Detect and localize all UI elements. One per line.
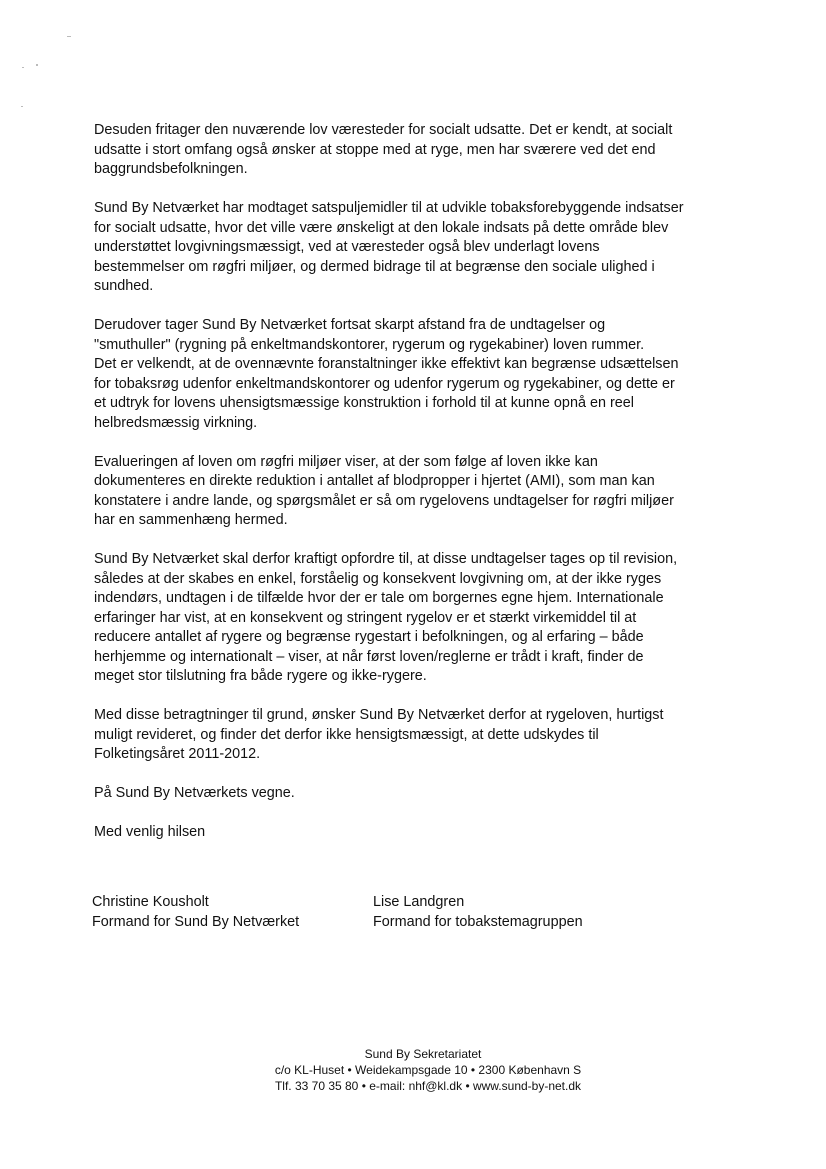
footer-address: c/o KL-Huset • Weidekampsgade 10 • 2300 København S [274,1063,582,1077]
paragraph-line: sundhed. [94,278,154,294]
body-paragraph [94,550,734,687]
paragraph-line: for socialt udsatte, hvor det ville være ønskeligt at den lokale indsats på dette område blev [94,219,669,236]
body-paragraph [94,784,734,804]
paragraph-line: for tobaksrøg udenfor enkeltmandskontorer og udenfor rygerum og rygekabiner, og dette er [94,375,675,392]
body-paragraph [94,199,734,297]
paragraph-line: På Sund By Netværkets vegne. [94,785,295,801]
paragraph-line: udsatte i stort omfang også ønsker at stoppe med at ryge, men har sværere ved det end [94,141,656,158]
paragraph-line: reducere antallet af rygere og begrænse rygestart i befolkningen, og al erfaring – både [94,629,644,645]
paragraph-line: et udtryk for lovens uhensigtsmæssige konstruktion i forhold til at kunne opnå en reel [94,395,634,411]
paragraph-line: dokumenteres en direkte reduktion i antallet af blodpropper i hjertet (AMI), som man kan [94,473,655,489]
body-paragraph [94,453,734,531]
paragraph-line: Med venlig hilsen [94,824,206,840]
body-paragraph [94,706,734,765]
paragraph-line: helbredsmæssig virkning. [94,414,258,431]
signature-lise-landgren [373,892,583,932]
signatory-name: Lise Landgren [373,894,465,910]
paragraph-line: konstatere i andre lande, og spørgsmålet er så om rygelovens undtagelser for røgfri miljøer [94,492,674,509]
paragraph-line: bestemmelser om røgfri miljøer, og dermed bidrage til at begrænse den sociale ulighed i [94,258,655,275]
letter-body [94,121,734,862]
paragraph-line: således at der skabes en enkel, forståelig og konsekvent lovgivning om, at der ikke ryges [94,570,662,587]
signatory-name: Christine Kousholt [92,894,209,910]
paragraph-line: Det er velkendt, at de ovennævnte foranstaltninger ikke effektivt kan begrænse udsættelsen [94,356,679,372]
body-paragraph [94,316,734,433]
signatory-title: Formand for tobakstemagruppen [373,914,583,930]
paragraph-line: indendørs, undtagen i de tilfælde hvor der er tale om borgernes egne hjem. Internationale [94,590,664,606]
body-paragraph [94,823,734,843]
body-paragraph [94,121,734,180]
paragraph-line: Med disse betragtninger til grund, ønsker Sund By Netværket derfor at rygeloven, hurtigst [94,707,664,723]
paragraph-line: understøttet lovgivningsmæssigt, ved at væresteder også blev underlagt lovens [94,239,600,255]
paragraph-line: herhjemme og internationalt – viser, at når først loven/reglerne er trådt i kraft, finder de [94,648,644,665]
paragraph-line: Sund By Netværket har modtaget satspuljemidler til at udvikle tobaksforebyggende indsatser [94,200,684,216]
signature-christine-kousholt [92,892,299,932]
signatory-title: Formand for Sund By Netværket [92,914,300,930]
paragraph-line: baggrundsbefolkningen. [94,161,248,177]
paragraph-line: Folketingsåret 2011-2012. [94,746,261,762]
paragraph-line: erfaringer har vist, at en konsekvent og stringent rygelov er et stærkt virkemiddel til at [94,609,637,626]
paragraph-line: "smuthuller" (rygning på enkeltmandskontorer, rygerum og rygekabiner) loven rummer. [94,336,645,353]
paragraph-line: meget stor tilslutning fra både rygere og ikke-rygere. [94,668,427,684]
paragraph-line: Evalueringen af loven om røgfri miljøer viser, at der som følge af loven ikke kan [94,453,598,470]
paragraph-line: muligt revideret, og finder det derfor ikke hensigtsmæssigt, at dette udskydes til [94,726,599,743]
letterhead-footer [0,1046,826,1094]
paragraph-line: har en sammenhæng hermed. [94,512,288,528]
footer-organization: Sund By Sekretariatet [364,1047,482,1061]
footer-contact: Tlf. 33 70 35 80 • e-mail: nhf@kl.dk • www.sund-by-net.dk [274,1079,582,1093]
paragraph-line: Desuden fritager den nuværende lov væresteder for socialt udsatte. Det er kendt, at socialt [94,122,673,138]
paragraph-line: Sund By Netværket skal derfor kraftigt opfordre til, at disse undtagelser tages op til revision, [94,551,678,567]
paragraph-line: Derudover tager Sund By Netværket fortsat skarpt afstand fra de undtagelser og [94,317,606,333]
